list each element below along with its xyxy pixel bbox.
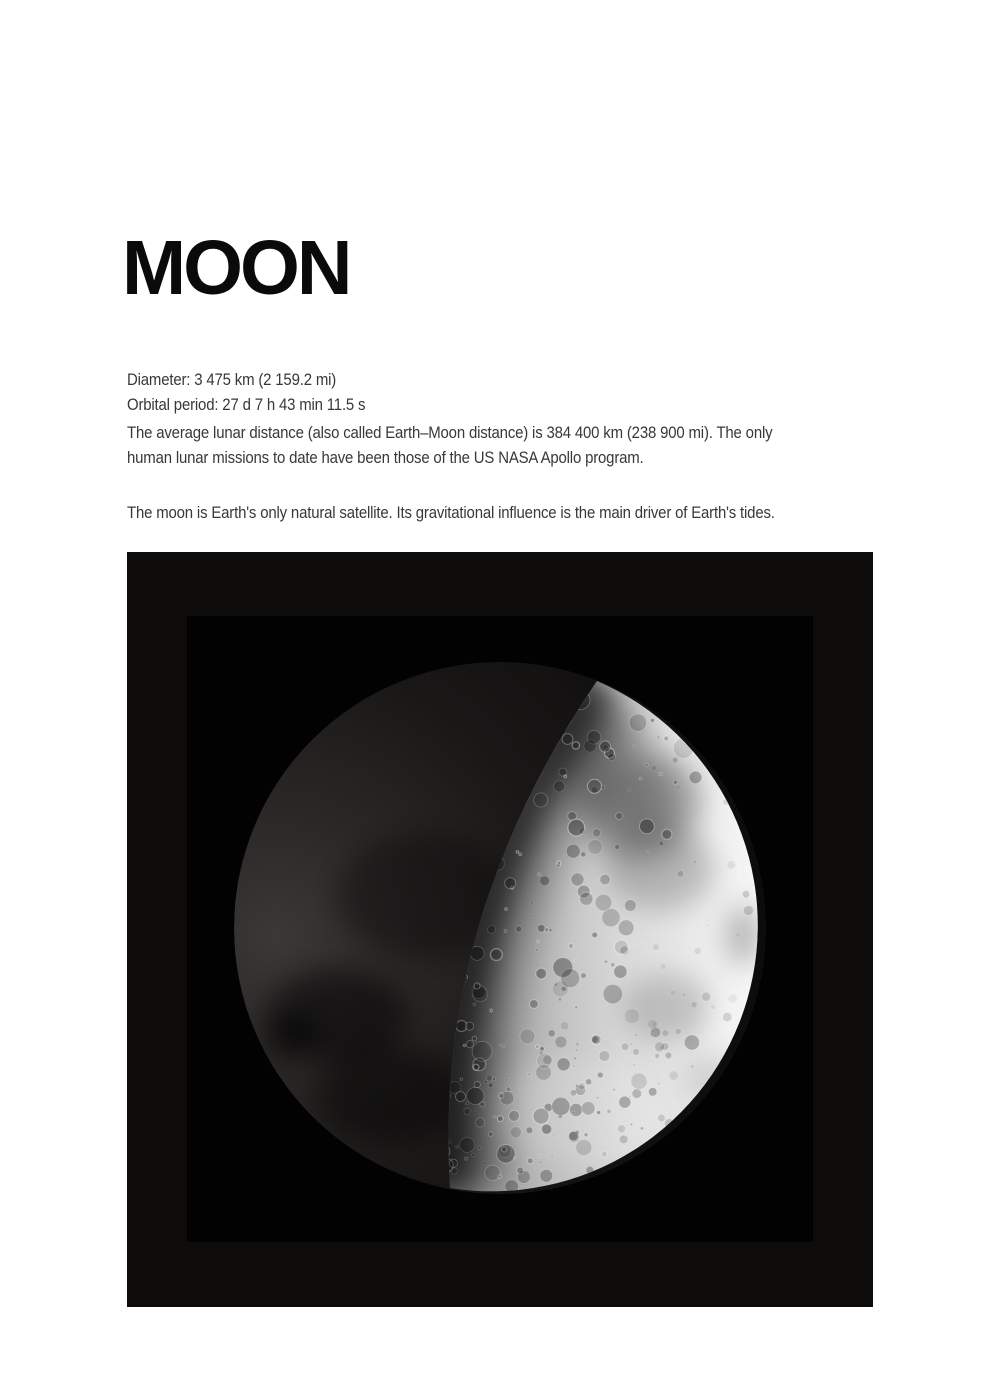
moon-photo: [187, 616, 813, 1242]
paragraph-line: human lunar missions to date have been those of the US NASA Apollo program.: [127, 448, 644, 467]
fact-orbital-period: Orbital period: 27 d 7 h 43 min 11.5 s: [127, 395, 366, 414]
paragraph-tides: The moon is Earth's only natural satellite. Its gravitational influence is the main driver of Earth's tides.: [127, 503, 775, 522]
facts-block: [127, 367, 919, 417]
moon-image: [187, 616, 813, 1242]
moon-photo-frame: [127, 552, 873, 1307]
body-copy: [127, 367, 919, 525]
paragraph-distance: [127, 420, 919, 470]
paragraph-line: The average lunar distance (also called Earth–Moon distance) is 384 400 km (238 900 mi). The only: [127, 423, 773, 442]
fact-diameter: Diameter: 3 475 km (2 159.2 mi): [127, 370, 337, 389]
page-title: MOON: [122, 225, 350, 311]
